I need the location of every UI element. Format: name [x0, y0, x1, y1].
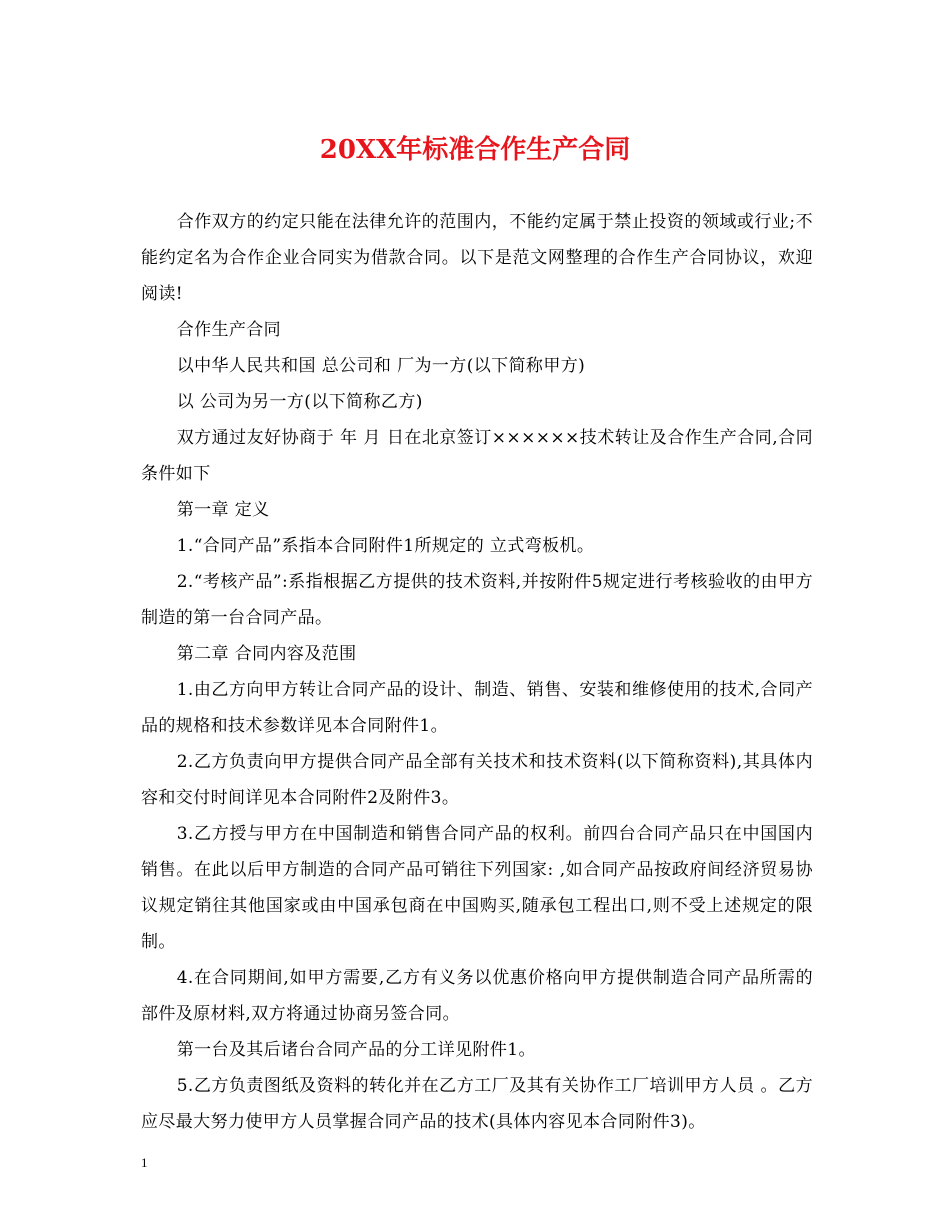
paragraph-party-b: 以 公司为另一方(以下简称乙方)	[176, 392, 423, 412]
chapter-2-item-4: 4.在合同期间,如甲方需要,乙方有义务以优惠价格向甲方提供制造合同产品所需的部件及原材料,双方将通过协商另签合同。	[141, 968, 813, 1024]
paragraph-signing: 双方通过友好协商于 年 月 日在北京签订××××××技术转让及合作生产合同,合同条件如下	[141, 428, 813, 484]
paragraph-intro: 合作双方的约定只能在法律允许的范围内，不能约定属于禁止投资的领域或行业;不能约定名为合作企业合同实为借款合同。以下是范文网整理的合作生产合同协议，欢迎阅读!	[141, 212, 813, 304]
chapter-1-item-1: 1.“合同产品”系指本合同附件1所规定的 立式弯板机。	[176, 536, 595, 556]
chapter-2-heading: 第二章 合同内容及范围	[176, 644, 357, 664]
chapter-2-note: 第一台及其后诸台合同产品的分工详见附件1。	[176, 1040, 536, 1060]
paragraph-contract-name: 合作生产合同	[176, 320, 282, 340]
paragraph-party-a: 以中华人民共和国 总公司和 厂为一方(以下简称甲方)	[176, 356, 586, 376]
chapter-2-item-1: 1.由乙方向甲方转让合同产品的设计、制造、销售、安装和维修使用的技术,合同产品的规格和技术参数详见本合同附件1。	[141, 680, 813, 736]
page-number: 1	[141, 1155, 148, 1170]
chapter-2-item-5: 5.乙方负责图纸及资料的转化并在乙方工厂及其有关协作工厂培训甲方人员 。乙方应尽最大努力使甲方人员掌握合同产品的技术(具体内容见本合同附件3)。	[141, 1076, 813, 1132]
chapter-2-item-2: 2.乙方负责向甲方提供合同产品全部有关技术和技术资料(以下简称资料),其具体内容和交付时间详见本合同附件2及附件3。	[141, 752, 813, 808]
chapter-1-item-2: 2.“考核产品”:系指根据乙方提供的技术资料,并按附件5规定进行考核验收的由甲方制造的第一台合同产品。	[141, 572, 813, 628]
document-title: 20XX年标准合作生产合同	[319, 135, 631, 165]
chapter-2-item-3: 3.乙方授与甲方在中国制造和销售合同产品的权利。前四台合同产品只在中国国内销售。在此以后甲方制造的合同产品可销往下列国家: ,如合同产品按政府间经济贸易协议规定销往其他国家或由中国承包商在中国购买,随承包工程出口,则不受上述规定的限制。	[141, 824, 813, 952]
chapter-1-heading: 第一章 定义	[176, 500, 270, 520]
document-body	[141, 204, 813, 1140]
